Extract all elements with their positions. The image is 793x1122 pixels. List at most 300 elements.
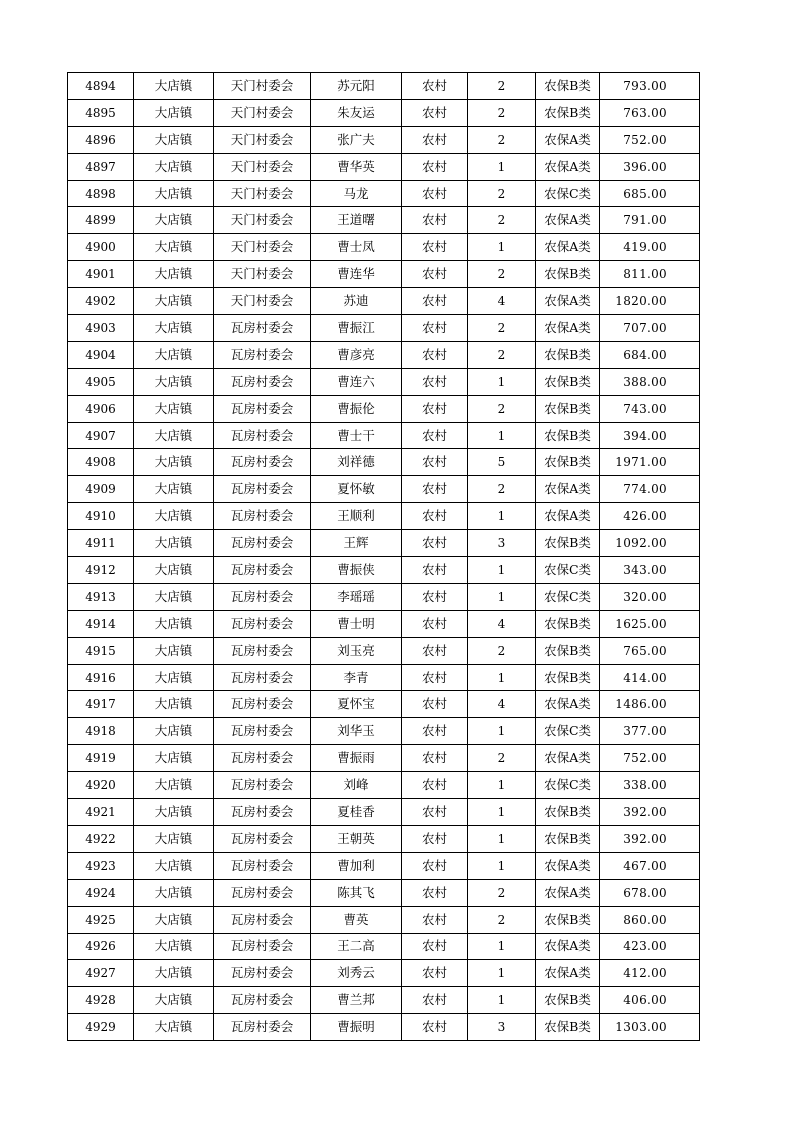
cell-insurance-category: 农保A类 xyxy=(536,691,600,718)
cell-town: 大店镇 xyxy=(134,1014,214,1041)
cell-village-committee: 瓦房村委会 xyxy=(214,799,311,826)
cell-amount: 343.00 xyxy=(600,557,700,584)
table-row xyxy=(68,73,700,100)
cell-town: 大店镇 xyxy=(134,153,214,180)
cell-person-name: 曹华英 xyxy=(311,153,402,180)
cell-town: 大店镇 xyxy=(134,772,214,799)
cell-amount: 396.00 xyxy=(600,153,700,180)
cell-household-size: 2 xyxy=(468,207,536,234)
cell-town: 大店镇 xyxy=(134,583,214,610)
cell-village-committee: 瓦房村委会 xyxy=(214,583,311,610)
cell-town: 大店镇 xyxy=(134,987,214,1014)
cell-amount: 467.00 xyxy=(600,852,700,879)
cell-amount: 1971.00 xyxy=(600,449,700,476)
cell-household-size: 1 xyxy=(468,368,536,395)
cell-amount: 392.00 xyxy=(600,799,700,826)
cell-insurance-category: 农保A类 xyxy=(536,879,600,906)
cell-village-committee: 瓦房村委会 xyxy=(214,664,311,691)
cell-household-size: 2 xyxy=(468,476,536,503)
cell-amount: 1303.00 xyxy=(600,1014,700,1041)
cell-residence-type: 农村 xyxy=(402,315,468,342)
table-row xyxy=(68,341,700,368)
cell-row-number: 4896 xyxy=(68,126,134,153)
cell-row-number: 4924 xyxy=(68,879,134,906)
table-row xyxy=(68,503,700,530)
cell-insurance-category: 农保B类 xyxy=(536,368,600,395)
table-row xyxy=(68,933,700,960)
cell-amount: 1486.00 xyxy=(600,691,700,718)
cell-village-committee: 瓦房村委会 xyxy=(214,503,311,530)
cell-town: 大店镇 xyxy=(134,530,214,557)
cell-amount: 426.00 xyxy=(600,503,700,530)
cell-row-number: 4906 xyxy=(68,395,134,422)
table-row xyxy=(68,987,700,1014)
cell-insurance-category: 农保A类 xyxy=(536,503,600,530)
cell-village-committee: 瓦房村委会 xyxy=(214,745,311,772)
cell-insurance-category: 农保A类 xyxy=(536,745,600,772)
cell-residence-type: 农村 xyxy=(402,906,468,933)
cell-residence-type: 农村 xyxy=(402,772,468,799)
cell-residence-type: 农村 xyxy=(402,799,468,826)
cell-village-committee: 瓦房村委会 xyxy=(214,341,311,368)
cell-amount: 414.00 xyxy=(600,664,700,691)
cell-row-number: 4927 xyxy=(68,960,134,987)
cell-insurance-category: 农保A类 xyxy=(536,153,600,180)
cell-amount: 678.00 xyxy=(600,879,700,906)
cell-amount: 419.00 xyxy=(600,234,700,261)
cell-residence-type: 农村 xyxy=(402,288,468,315)
cell-amount: 406.00 xyxy=(600,987,700,1014)
cell-row-number: 4907 xyxy=(68,422,134,449)
cell-town: 大店镇 xyxy=(134,288,214,315)
cell-household-size: 2 xyxy=(468,315,536,342)
cell-amount: 765.00 xyxy=(600,637,700,664)
cell-residence-type: 农村 xyxy=(402,126,468,153)
cell-household-size: 4 xyxy=(468,288,536,315)
cell-person-name: 陈其飞 xyxy=(311,879,402,906)
cell-town: 大店镇 xyxy=(134,879,214,906)
cell-village-committee: 瓦房村委会 xyxy=(214,718,311,745)
cell-amount: 412.00 xyxy=(600,960,700,987)
cell-insurance-category: 农保A类 xyxy=(536,852,600,879)
cell-person-name: 曹振侠 xyxy=(311,557,402,584)
cell-residence-type: 农村 xyxy=(402,153,468,180)
cell-row-number: 4899 xyxy=(68,207,134,234)
cell-town: 大店镇 xyxy=(134,315,214,342)
cell-residence-type: 农村 xyxy=(402,368,468,395)
cell-row-number: 4915 xyxy=(68,637,134,664)
cell-household-size: 2 xyxy=(468,879,536,906)
table-row xyxy=(68,718,700,745)
table-row xyxy=(68,691,700,718)
table-row xyxy=(68,153,700,180)
cell-amount: 752.00 xyxy=(600,745,700,772)
cell-household-size: 1 xyxy=(468,933,536,960)
cell-residence-type: 农村 xyxy=(402,745,468,772)
cell-household-size: 1 xyxy=(468,718,536,745)
cell-row-number: 4904 xyxy=(68,341,134,368)
cell-row-number: 4916 xyxy=(68,664,134,691)
table-row xyxy=(68,99,700,126)
cell-town: 大店镇 xyxy=(134,718,214,745)
cell-person-name: 刘华玉 xyxy=(311,718,402,745)
table-row xyxy=(68,395,700,422)
cell-amount: 423.00 xyxy=(600,933,700,960)
cell-person-name: 王道曙 xyxy=(311,207,402,234)
cell-insurance-category: 农保C类 xyxy=(536,557,600,584)
cell-insurance-category: 农保B类 xyxy=(536,422,600,449)
cell-household-size: 2 xyxy=(468,99,536,126)
cell-residence-type: 农村 xyxy=(402,1014,468,1041)
cell-household-size: 1 xyxy=(468,799,536,826)
cell-insurance-category: 农保B类 xyxy=(536,530,600,557)
cell-person-name: 李瑶瑶 xyxy=(311,583,402,610)
cell-household-size: 2 xyxy=(468,395,536,422)
cell-village-committee: 瓦房村委会 xyxy=(214,933,311,960)
cell-town: 大店镇 xyxy=(134,449,214,476)
cell-person-name: 刘祥德 xyxy=(311,449,402,476)
cell-household-size: 1 xyxy=(468,153,536,180)
cell-town: 大店镇 xyxy=(134,664,214,691)
cell-person-name: 曹振明 xyxy=(311,1014,402,1041)
cell-row-number: 4909 xyxy=(68,476,134,503)
cell-household-size: 1 xyxy=(468,987,536,1014)
table-row xyxy=(68,557,700,584)
cell-residence-type: 农村 xyxy=(402,449,468,476)
cell-household-size: 1 xyxy=(468,503,536,530)
cell-insurance-category: 农保A类 xyxy=(536,476,600,503)
cell-town: 大店镇 xyxy=(134,234,214,261)
table-row xyxy=(68,180,700,207)
cell-village-committee: 瓦房村委会 xyxy=(214,772,311,799)
cell-residence-type: 农村 xyxy=(402,583,468,610)
cell-row-number: 4919 xyxy=(68,745,134,772)
cell-village-committee: 天门村委会 xyxy=(214,99,311,126)
cell-amount: 685.00 xyxy=(600,180,700,207)
cell-village-committee: 瓦房村委会 xyxy=(214,906,311,933)
cell-household-size: 1 xyxy=(468,557,536,584)
cell-person-name: 曹加利 xyxy=(311,852,402,879)
cell-village-committee: 瓦房村委会 xyxy=(214,637,311,664)
cell-person-name: 夏桂香 xyxy=(311,799,402,826)
cell-household-size: 4 xyxy=(468,691,536,718)
cell-insurance-category: 农保B类 xyxy=(536,261,600,288)
cell-insurance-category: 农保C类 xyxy=(536,180,600,207)
cell-amount: 791.00 xyxy=(600,207,700,234)
cell-amount: 763.00 xyxy=(600,99,700,126)
cell-insurance-category: 农保B类 xyxy=(536,906,600,933)
cell-household-size: 2 xyxy=(468,261,536,288)
cell-row-number: 4928 xyxy=(68,987,134,1014)
cell-residence-type: 农村 xyxy=(402,879,468,906)
cell-row-number: 4921 xyxy=(68,799,134,826)
cell-person-name: 王二高 xyxy=(311,933,402,960)
cell-village-committee: 天门村委会 xyxy=(214,261,311,288)
cell-amount: 1092.00 xyxy=(600,530,700,557)
cell-village-committee: 瓦房村委会 xyxy=(214,476,311,503)
cell-person-name: 刘玉亮 xyxy=(311,637,402,664)
cell-village-committee: 瓦房村委会 xyxy=(214,691,311,718)
cell-row-number: 4922 xyxy=(68,825,134,852)
cell-row-number: 4929 xyxy=(68,1014,134,1041)
cell-row-number: 4894 xyxy=(68,73,134,100)
cell-person-name: 曹振雨 xyxy=(311,745,402,772)
cell-person-name: 朱友运 xyxy=(311,99,402,126)
cell-person-name: 夏怀宝 xyxy=(311,691,402,718)
cell-town: 大店镇 xyxy=(134,852,214,879)
table-row xyxy=(68,772,700,799)
cell-town: 大店镇 xyxy=(134,503,214,530)
cell-town: 大店镇 xyxy=(134,745,214,772)
table-row xyxy=(68,234,700,261)
cell-row-number: 4926 xyxy=(68,933,134,960)
table-row xyxy=(68,261,700,288)
cell-amount: 338.00 xyxy=(600,772,700,799)
cell-row-number: 4897 xyxy=(68,153,134,180)
cell-residence-type: 农村 xyxy=(402,261,468,288)
cell-residence-type: 农村 xyxy=(402,637,468,664)
cell-row-number: 4910 xyxy=(68,503,134,530)
cell-residence-type: 农村 xyxy=(402,99,468,126)
cell-residence-type: 农村 xyxy=(402,207,468,234)
cell-household-size: 1 xyxy=(468,234,536,261)
cell-town: 大店镇 xyxy=(134,368,214,395)
cell-insurance-category: 农保C类 xyxy=(536,772,600,799)
cell-row-number: 4895 xyxy=(68,99,134,126)
cell-village-committee: 瓦房村委会 xyxy=(214,557,311,584)
cell-village-committee: 瓦房村委会 xyxy=(214,825,311,852)
cell-amount: 377.00 xyxy=(600,718,700,745)
cell-row-number: 4913 xyxy=(68,583,134,610)
cell-row-number: 4903 xyxy=(68,315,134,342)
cell-row-number: 4898 xyxy=(68,180,134,207)
table-row xyxy=(68,476,700,503)
cell-insurance-category: 农保B类 xyxy=(536,395,600,422)
cell-amount: 392.00 xyxy=(600,825,700,852)
cell-amount: 1820.00 xyxy=(600,288,700,315)
roster-table xyxy=(67,72,700,1041)
cell-person-name: 王辉 xyxy=(311,530,402,557)
cell-town: 大店镇 xyxy=(134,261,214,288)
cell-amount: 811.00 xyxy=(600,261,700,288)
cell-town: 大店镇 xyxy=(134,180,214,207)
table-row xyxy=(68,879,700,906)
cell-village-committee: 瓦房村委会 xyxy=(214,395,311,422)
cell-amount: 860.00 xyxy=(600,906,700,933)
cell-town: 大店镇 xyxy=(134,207,214,234)
cell-amount: 743.00 xyxy=(600,395,700,422)
cell-village-committee: 天门村委会 xyxy=(214,234,311,261)
cell-town: 大店镇 xyxy=(134,960,214,987)
cell-person-name: 曹连华 xyxy=(311,261,402,288)
cell-residence-type: 农村 xyxy=(402,180,468,207)
cell-town: 大店镇 xyxy=(134,610,214,637)
cell-household-size: 1 xyxy=(468,422,536,449)
cell-village-committee: 瓦房村委会 xyxy=(214,879,311,906)
cell-residence-type: 农村 xyxy=(402,852,468,879)
cell-town: 大店镇 xyxy=(134,637,214,664)
table-row xyxy=(68,368,700,395)
cell-row-number: 4911 xyxy=(68,530,134,557)
cell-person-name: 李青 xyxy=(311,664,402,691)
cell-residence-type: 农村 xyxy=(402,718,468,745)
cell-person-name: 曹士凤 xyxy=(311,234,402,261)
cell-residence-type: 农村 xyxy=(402,395,468,422)
cell-village-committee: 天门村委会 xyxy=(214,180,311,207)
cell-household-size: 4 xyxy=(468,610,536,637)
cell-insurance-category: 农保A类 xyxy=(536,960,600,987)
cell-person-name: 曹兰邦 xyxy=(311,987,402,1014)
cell-residence-type: 农村 xyxy=(402,73,468,100)
cell-town: 大店镇 xyxy=(134,341,214,368)
cell-town: 大店镇 xyxy=(134,933,214,960)
cell-insurance-category: 农保B类 xyxy=(536,99,600,126)
cell-amount: 1625.00 xyxy=(600,610,700,637)
table-row xyxy=(68,637,700,664)
cell-amount: 793.00 xyxy=(600,73,700,100)
cell-residence-type: 农村 xyxy=(402,476,468,503)
cell-insurance-category: 农保C类 xyxy=(536,583,600,610)
cell-residence-type: 农村 xyxy=(402,610,468,637)
cell-household-size: 2 xyxy=(468,637,536,664)
cell-person-name: 曹士明 xyxy=(311,610,402,637)
cell-insurance-category: 农保B类 xyxy=(536,987,600,1014)
cell-row-number: 4901 xyxy=(68,261,134,288)
cell-residence-type: 农村 xyxy=(402,987,468,1014)
cell-household-size: 2 xyxy=(468,341,536,368)
cell-insurance-category: 农保B类 xyxy=(536,73,600,100)
table-row xyxy=(68,315,700,342)
cell-amount: 388.00 xyxy=(600,368,700,395)
table-row xyxy=(68,610,700,637)
cell-person-name: 刘秀云 xyxy=(311,960,402,987)
cell-person-name: 曹振江 xyxy=(311,315,402,342)
cell-residence-type: 农村 xyxy=(402,234,468,261)
cell-household-size: 1 xyxy=(468,583,536,610)
cell-insurance-category: 农保A类 xyxy=(536,288,600,315)
table-row xyxy=(68,852,700,879)
cell-insurance-category: 农保A类 xyxy=(536,234,600,261)
cell-town: 大店镇 xyxy=(134,422,214,449)
cell-village-committee: 瓦房村委会 xyxy=(214,315,311,342)
cell-insurance-category: 农保C类 xyxy=(536,718,600,745)
cell-town: 大店镇 xyxy=(134,476,214,503)
cell-row-number: 4923 xyxy=(68,852,134,879)
cell-person-name: 夏怀敏 xyxy=(311,476,402,503)
cell-insurance-category: 农保B类 xyxy=(536,1014,600,1041)
cell-household-size: 1 xyxy=(468,825,536,852)
cell-village-committee: 瓦房村委会 xyxy=(214,610,311,637)
cell-household-size: 1 xyxy=(468,772,536,799)
cell-person-name: 刘峰 xyxy=(311,772,402,799)
cell-residence-type: 农村 xyxy=(402,933,468,960)
cell-person-name: 曹振伦 xyxy=(311,395,402,422)
cell-town: 大店镇 xyxy=(134,126,214,153)
table-row xyxy=(68,664,700,691)
cell-person-name: 苏元阳 xyxy=(311,73,402,100)
cell-amount: 684.00 xyxy=(600,341,700,368)
cell-village-committee: 天门村委会 xyxy=(214,73,311,100)
cell-row-number: 4914 xyxy=(68,610,134,637)
table-row xyxy=(68,906,700,933)
cell-town: 大店镇 xyxy=(134,906,214,933)
cell-household-size: 5 xyxy=(468,449,536,476)
cell-insurance-category: 农保B类 xyxy=(536,449,600,476)
cell-person-name: 王朝英 xyxy=(311,825,402,852)
cell-residence-type: 农村 xyxy=(402,960,468,987)
cell-village-committee: 瓦房村委会 xyxy=(214,987,311,1014)
cell-amount: 320.00 xyxy=(600,583,700,610)
table-row xyxy=(68,530,700,557)
cell-village-committee: 瓦房村委会 xyxy=(214,852,311,879)
cell-person-name: 曹英 xyxy=(311,906,402,933)
table-row xyxy=(68,126,700,153)
table-row xyxy=(68,288,700,315)
table-row xyxy=(68,207,700,234)
cell-town: 大店镇 xyxy=(134,395,214,422)
cell-insurance-category: 农保A类 xyxy=(536,207,600,234)
cell-residence-type: 农村 xyxy=(402,825,468,852)
cell-household-size: 2 xyxy=(468,126,536,153)
cell-village-committee: 天门村委会 xyxy=(214,126,311,153)
cell-town: 大店镇 xyxy=(134,799,214,826)
cell-insurance-category: 农保B类 xyxy=(536,799,600,826)
cell-insurance-category: 农保A类 xyxy=(536,126,600,153)
cell-amount: 752.00 xyxy=(600,126,700,153)
cell-town: 大店镇 xyxy=(134,557,214,584)
table-row xyxy=(68,449,700,476)
cell-amount: 394.00 xyxy=(600,422,700,449)
cell-village-committee: 瓦房村委会 xyxy=(214,449,311,476)
cell-insurance-category: 农保A类 xyxy=(536,315,600,342)
cell-village-committee: 天门村委会 xyxy=(214,288,311,315)
cell-row-number: 4917 xyxy=(68,691,134,718)
cell-household-size: 1 xyxy=(468,852,536,879)
cell-amount: 774.00 xyxy=(600,476,700,503)
cell-village-committee: 瓦房村委会 xyxy=(214,368,311,395)
cell-household-size: 2 xyxy=(468,180,536,207)
cell-residence-type: 农村 xyxy=(402,530,468,557)
cell-residence-type: 农村 xyxy=(402,691,468,718)
cell-village-committee: 天门村委会 xyxy=(214,153,311,180)
cell-person-name: 曹士干 xyxy=(311,422,402,449)
cell-row-number: 4902 xyxy=(68,288,134,315)
cell-household-size: 3 xyxy=(468,1014,536,1041)
cell-insurance-category: 农保B类 xyxy=(536,610,600,637)
cell-residence-type: 农村 xyxy=(402,341,468,368)
cell-residence-type: 农村 xyxy=(402,422,468,449)
cell-amount: 707.00 xyxy=(600,315,700,342)
cell-insurance-category: 农保A类 xyxy=(536,933,600,960)
cell-town: 大店镇 xyxy=(134,73,214,100)
cell-row-number: 4905 xyxy=(68,368,134,395)
cell-person-name: 张广夫 xyxy=(311,126,402,153)
cell-village-committee: 天门村委会 xyxy=(214,207,311,234)
table-row xyxy=(68,960,700,987)
table-row xyxy=(68,422,700,449)
cell-person-name: 苏迪 xyxy=(311,288,402,315)
table-row xyxy=(68,825,700,852)
cell-row-number: 4900 xyxy=(68,234,134,261)
cell-row-number: 4925 xyxy=(68,906,134,933)
cell-village-committee: 瓦房村委会 xyxy=(214,1014,311,1041)
cell-residence-type: 农村 xyxy=(402,503,468,530)
cell-village-committee: 瓦房村委会 xyxy=(214,960,311,987)
cell-insurance-category: 农保B类 xyxy=(536,664,600,691)
cell-insurance-category: 农保B类 xyxy=(536,825,600,852)
table-row xyxy=(68,583,700,610)
cell-person-name: 马龙 xyxy=(311,180,402,207)
